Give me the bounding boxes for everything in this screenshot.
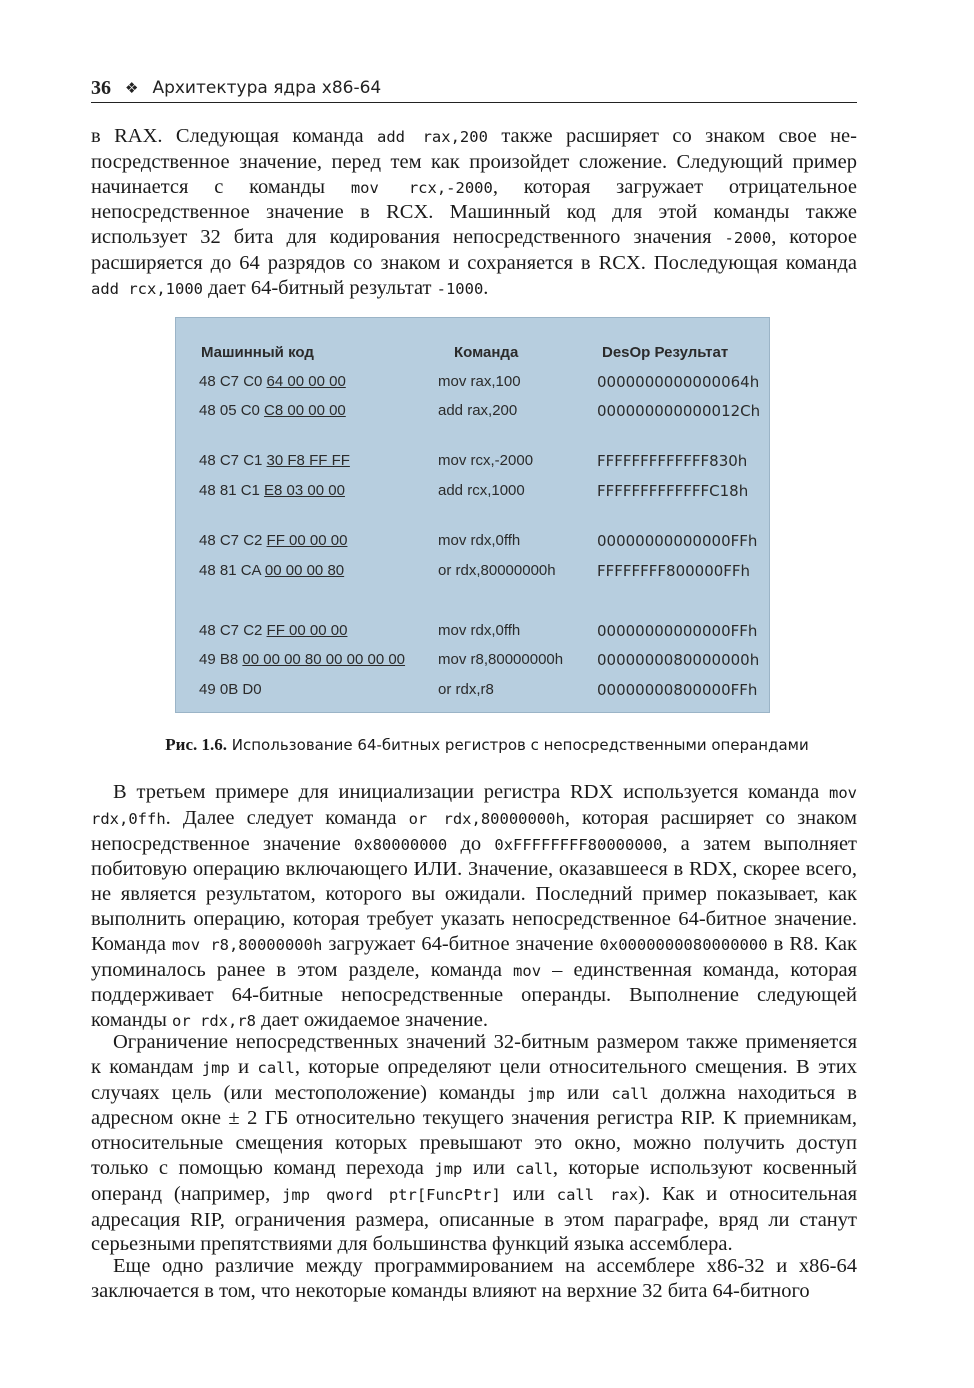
chapter-title: Архитектура ядра x86-64 [152,78,382,98]
text-run: , которая загружает отрицательное непосредственное значение в RCX. Машинный код для этой команды также использует 32 бита для кодирования непосредственного значения [91,175,858,249]
inline-code: -1000 [436,279,484,298]
table-row [176,532,771,556]
machine-code [199,402,346,419]
machine-code [199,622,347,639]
immediate-bytes: E8 03 00 00 [264,482,345,499]
inline-code: mov rdx,0ffh [91,784,857,828]
command: mov rcx,-2000 [438,452,534,469]
table-row [176,681,771,705]
column-header-machine-code: Машинный код [201,344,314,361]
paragraph-2 [91,780,857,1034]
inline-code: 0x80000000 [353,835,448,854]
running-header [91,74,857,103]
table-row [176,373,771,397]
inline-code: call [611,1084,649,1103]
caption-text: Использование 64-битных регистров с непосредственными операндами [227,736,809,754]
inline-code: call rax [556,1185,639,1204]
text-run: , которая расширяет со знаком непосредственное значение [91,806,858,855]
result-value: FFFFFFFFFFFFFC18h [597,482,749,500]
machine-code [199,532,347,549]
page-number: 36 [91,76,111,99]
paragraph-4 [91,1254,857,1304]
text-run: дает ожидаемое значение. [256,1009,488,1032]
machine-code [199,452,350,469]
caption-label: Рис. 1.6. [165,735,228,754]
immediate-bytes: 64 00 00 00 [266,373,346,390]
text-run: загружает 64-битное значение [322,932,600,955]
machine-code [199,651,405,668]
text-run: , а затем выполняет побитовую операцию включающего ИЛИ. Значение, оказавшееся в RDX, скорее всего, не является результатом, которого вы ожидали. Последний пример показывает, как выполнить операцию, которая требует указать непосредственное 64-битное значение. Команда [91,832,858,955]
command: or rdx,r8 [438,681,494,698]
result-value: 00000000000000FFh [597,622,758,640]
inline-code: -2000 [724,229,772,248]
inline-code: add rax,200 [376,128,488,146]
inline-code: mov [513,961,542,980]
text-run: до [447,832,495,855]
immediate-bytes: 00 00 00 80 00 00 00 00 [242,651,406,668]
inline-code: jmp [434,1159,463,1178]
inline-code: mov r8,80000000h [172,935,323,954]
text-run: в R8. Как упоминалось ранее в этом разделе, команда [91,932,857,981]
command: mov rdx,0ffh [438,532,521,549]
inline-code: add rcx,1000 [91,279,203,298]
text-run: – единственная команда, которая поддерживает 64-битные непосредственные операнды. Выполнение следующей команды [91,958,857,1032]
immediate-bytes: 00 00 00 80 [264,562,345,579]
inline-code: jmp qword ptr[FuncPtr] [282,1185,501,1204]
text-run: В третьем примере для инициализации регистра RDX используется команда [113,781,829,803]
command: mov rax,100 [438,373,521,390]
paragraph-3 [91,1030,857,1257]
opcode-bytes: 48 C7 C1 [199,452,267,469]
command: or rdx,80000000h [438,562,556,579]
command: mov r8,80000000h [438,651,564,668]
inline-code: or rdx,r8 [172,1012,257,1031]
inline-code: 0xFFFFFFFF80000000 [494,835,663,854]
inline-code: or rdx,80000000h [408,809,565,828]
opcode-bytes: 48 05 C0 [199,402,265,419]
command: add rax,200 [438,402,518,419]
text-run: должна находиться в адресном окне ± 2 ГБ относительно текущего значения регистра RIP. К приемникам, относительные смещения которых превышают это окно, можно получить доступ только с помощью команд перехода [91,1081,857,1179]
text-run: и [229,1055,258,1078]
text-run: или [462,1156,516,1179]
result-value: FFFFFFFF800000FFh [597,562,751,580]
opcode-bytes: 48 C7 C2 [199,622,267,639]
paragraph-1 [91,124,857,302]
immediate-bytes: C8 00 00 00 [264,402,346,419]
inline-code: 0x0000000080000000 [599,935,768,954]
machine-code [199,482,345,499]
text-run: также расширяет со знаком свое непосредственное значение, перед тем как произойдет сложение. Следующий пример начинается с команды [91,125,857,198]
text-run: в RAX. Следующая команда [91,125,377,147]
opcode-bytes: 48 81 CA [199,562,265,579]
immediate-bytes: 30 F8 FF FF [266,452,350,469]
result-value: FFFFFFFFFFFFF830h [597,452,748,470]
machine-code [199,373,346,390]
figure-caption [0,735,974,755]
opcode-bytes: 48 81 C1 [199,482,265,499]
result-value: 00000000800000FFh [597,681,758,699]
text-run: , которые используют косвенный операнд (например, [91,1156,858,1205]
text-run: . [483,276,489,299]
inline-code: jmp [527,1084,556,1103]
inline-code: jmp [201,1058,230,1077]
immediate-bytes: FF 00 00 00 [266,532,348,549]
opcode-bytes: 48 C7 C2 [199,532,267,549]
text-run: ). Как и относительная адресация RIP, ограничения размера, описанные в этом параграфе, вряд ли станут серьезными препятствиями для большинства функций языка ассемблера. [91,1182,858,1256]
text-run: Еще одно различие между программированием на ассемблере x86-32 и x86-64 заключается в том, что некоторые команды влияют на верхние 32 бита 64-битного [91,1255,857,1302]
table-row [176,622,771,646]
text-run: , которые определяют цели относительного смещения. В этих случаях цель (или местоположение) команды [91,1055,857,1104]
table-row [176,452,771,476]
immediate-bytes: FF 00 00 00 [266,622,348,639]
machine-code [199,681,262,698]
text-run: . Далее следует команда [165,806,409,829]
column-header-result: DesOp Результат [602,344,729,361]
inline-code: mov rcx,-2000 [350,178,493,197]
table-row [176,482,771,506]
result-value: 00000000000000FFh [597,532,758,550]
figure-1-6-table [175,317,770,713]
opcode-bytes: 49 0B D0 [199,681,262,698]
command: mov rdx,0ffh [438,622,521,639]
result-value: 0000000080000000h [597,651,760,669]
inline-code: call [515,1159,553,1178]
command: add rcx,1000 [438,482,525,499]
machine-code [199,562,344,579]
ornament-icon: ❖ [125,79,139,97]
inline-code: call [257,1058,295,1077]
result-value: 000000000000012Ch [597,402,761,420]
text-run: или [500,1182,557,1205]
text-run: или [555,1081,612,1104]
column-header-command: Команда [454,344,519,361]
opcode-bytes: 48 C7 C0 [199,373,267,390]
opcode-bytes: 49 B8 [199,651,243,668]
table-row [176,402,771,426]
text-run: , которое расширяется до 64 разрядов со знаком и сохраняется в RCX. Последующая команда [91,226,857,274]
table-row [176,562,771,586]
text-run: Ограничение непосредственных значений 32-битным размером также применяется к командам [91,1031,857,1078]
result-value: 0000000000000064h [597,373,760,391]
text-run: дает 64-битный результат [202,276,437,299]
table-row [176,651,771,675]
